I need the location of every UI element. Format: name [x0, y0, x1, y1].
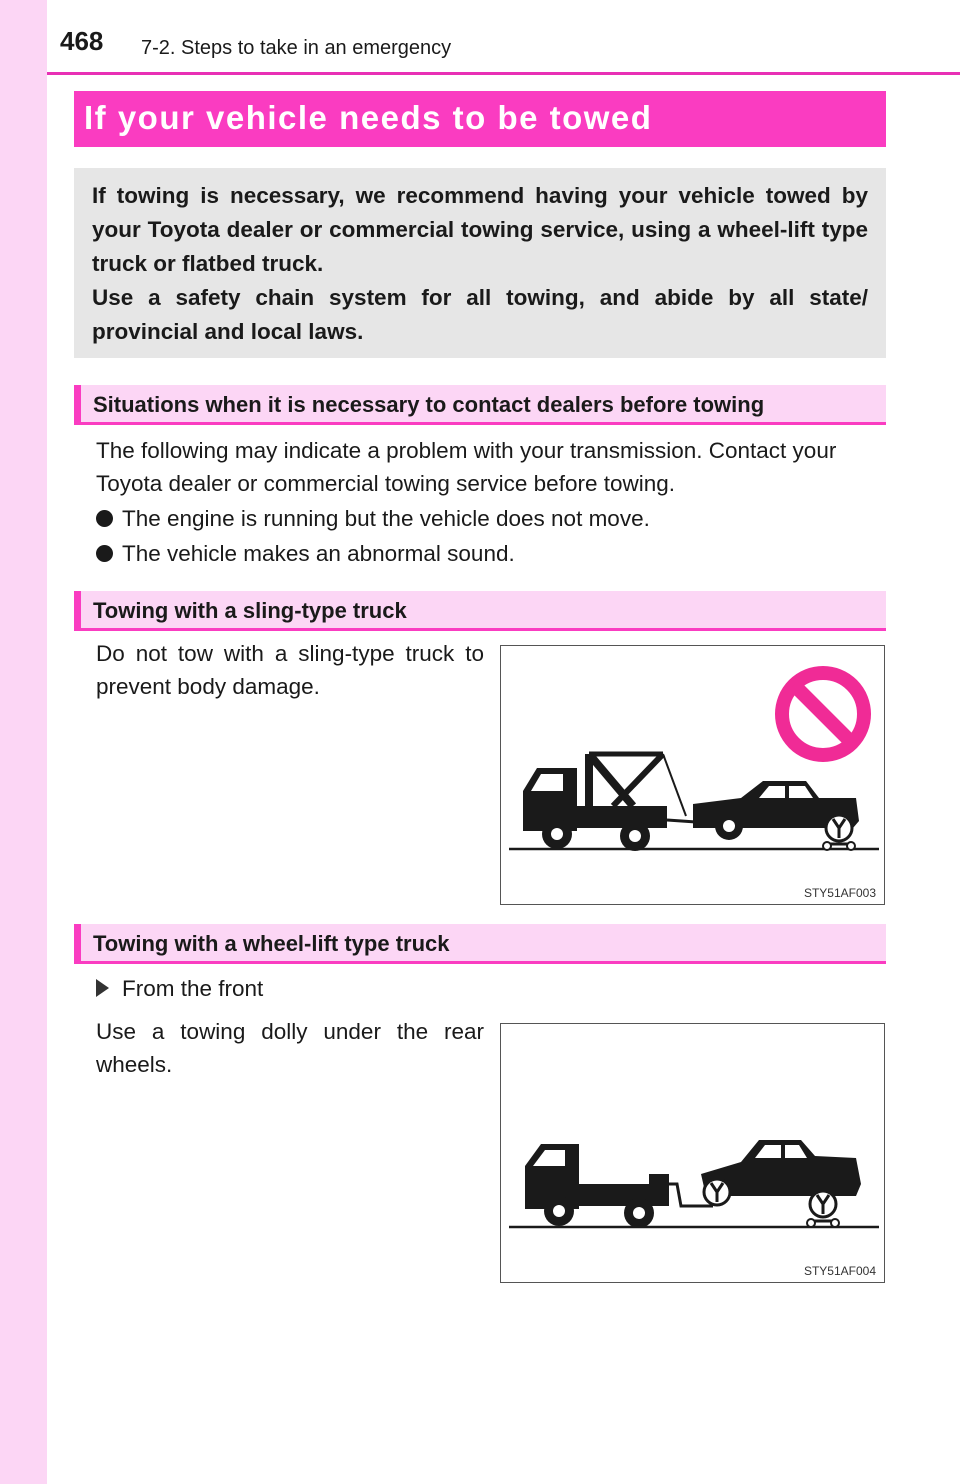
- figure-code: STY51AF003: [803, 886, 876, 900]
- section-heading-dealers-text: Situations when it is necessary to contact dealers before towing: [93, 392, 765, 417]
- triangle-icon: [96, 979, 109, 997]
- section-heading-wheel-lift: [74, 924, 886, 964]
- bullet-item: The vehicle makes an abnormal sound.: [96, 541, 515, 567]
- intro-paragraph-2: Use a safety chain system for all towing, and abide by all state/ provincial and local laws.: [92, 285, 868, 344]
- sling-truck-figure: [500, 645, 885, 905]
- bullet-icon: [96, 545, 113, 562]
- section-heading-wheel-lift-text: Towing with a wheel-lift type truck: [93, 931, 450, 956]
- page-number: 468: [60, 26, 104, 56]
- subheading-front: From the front: [96, 972, 263, 1005]
- page-title: If your vehicle needs to be towed: [84, 99, 653, 136]
- intro-text: [92, 179, 868, 349]
- prohibited-icon: [782, 673, 864, 755]
- chapter-title: 7-2. Steps to take in an emergency: [141, 37, 452, 59]
- figure-code: STY51AF004: [803, 1264, 876, 1278]
- sling-truck-illustration: [501, 646, 883, 903]
- section-sling-text: Do not tow with a sling-type truck to prevent body damage.: [96, 641, 484, 699]
- header-divider: [47, 72, 960, 75]
- wheel-lift-truck-illustration: [501, 1024, 883, 1281]
- side-tab-strip: [0, 0, 47, 1484]
- section-heading-sling: [74, 591, 886, 631]
- bullet-icon: [96, 510, 113, 527]
- bullet-item: The engine is running but the vehicle does not move.: [96, 506, 650, 532]
- wheel-lift-truck-figure: [500, 1023, 885, 1283]
- intro-paragraph-1: If towing is necessary, we recommend having your vehicle towed by your Toyota dealer or commercial towing service, using a wheel-lift type truck or flatbed truck.: [92, 183, 868, 276]
- section-dealers-text: The following may indicate a problem with your transmission. Contact your Toyota dealer or commercial towing service before towing.: [96, 438, 837, 496]
- section-heading-sling-text: Towing with a sling-type truck: [93, 598, 407, 623]
- section-wheel-lift-text: Use a towing dolly under the rear wheels.: [96, 1019, 484, 1077]
- section-heading-dealers: [74, 385, 886, 425]
